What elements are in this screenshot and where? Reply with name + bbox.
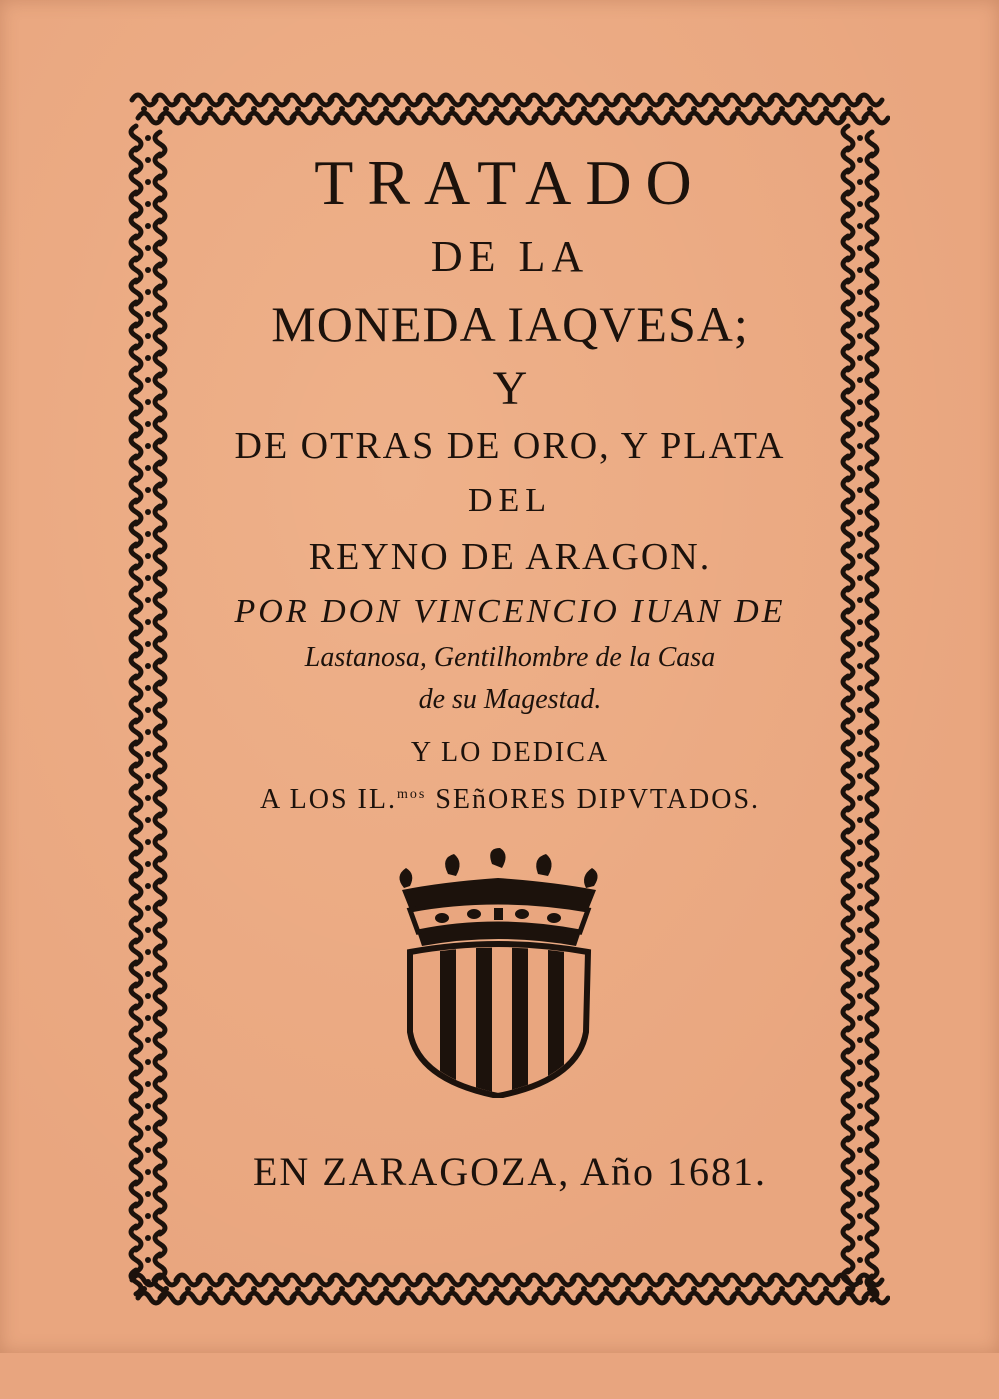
dedication-line-2 <box>200 774 820 821</box>
dedication-line-1: Y LO DEDICA <box>410 737 610 768</box>
author-line-2: Lastanosa, Gentilhombre de la Casa <box>304 642 716 673</box>
author-line-3: de su Magestad. <box>418 684 602 715</box>
title-line-4: Y <box>492 362 528 415</box>
title-line-2: DE LA <box>430 232 590 281</box>
title-line-3: MONEDA IAQVESA; <box>271 296 749 352</box>
title-line-6: DEL <box>467 482 553 519</box>
title-line-7: REYNO DE ARAGON. <box>308 536 712 578</box>
title-block <box>200 140 820 821</box>
imprint-line: EN ZARAGOZA, Año 1681. <box>253 1149 767 1194</box>
author-line-1: POR DON VINCENCIO IUAN DE <box>234 593 786 630</box>
dedication-post: SEñORES DIPVTADOS. <box>426 784 761 815</box>
dedication-pre: A LOS IL. <box>259 784 397 815</box>
dedication-superscript: mos <box>396 787 427 802</box>
coat-of-arms-icon <box>382 848 614 1098</box>
title-line-5: DE OTRAS DE ORO, Y PLATA <box>234 425 786 467</box>
title-line-1: TRATADO <box>314 147 706 218</box>
